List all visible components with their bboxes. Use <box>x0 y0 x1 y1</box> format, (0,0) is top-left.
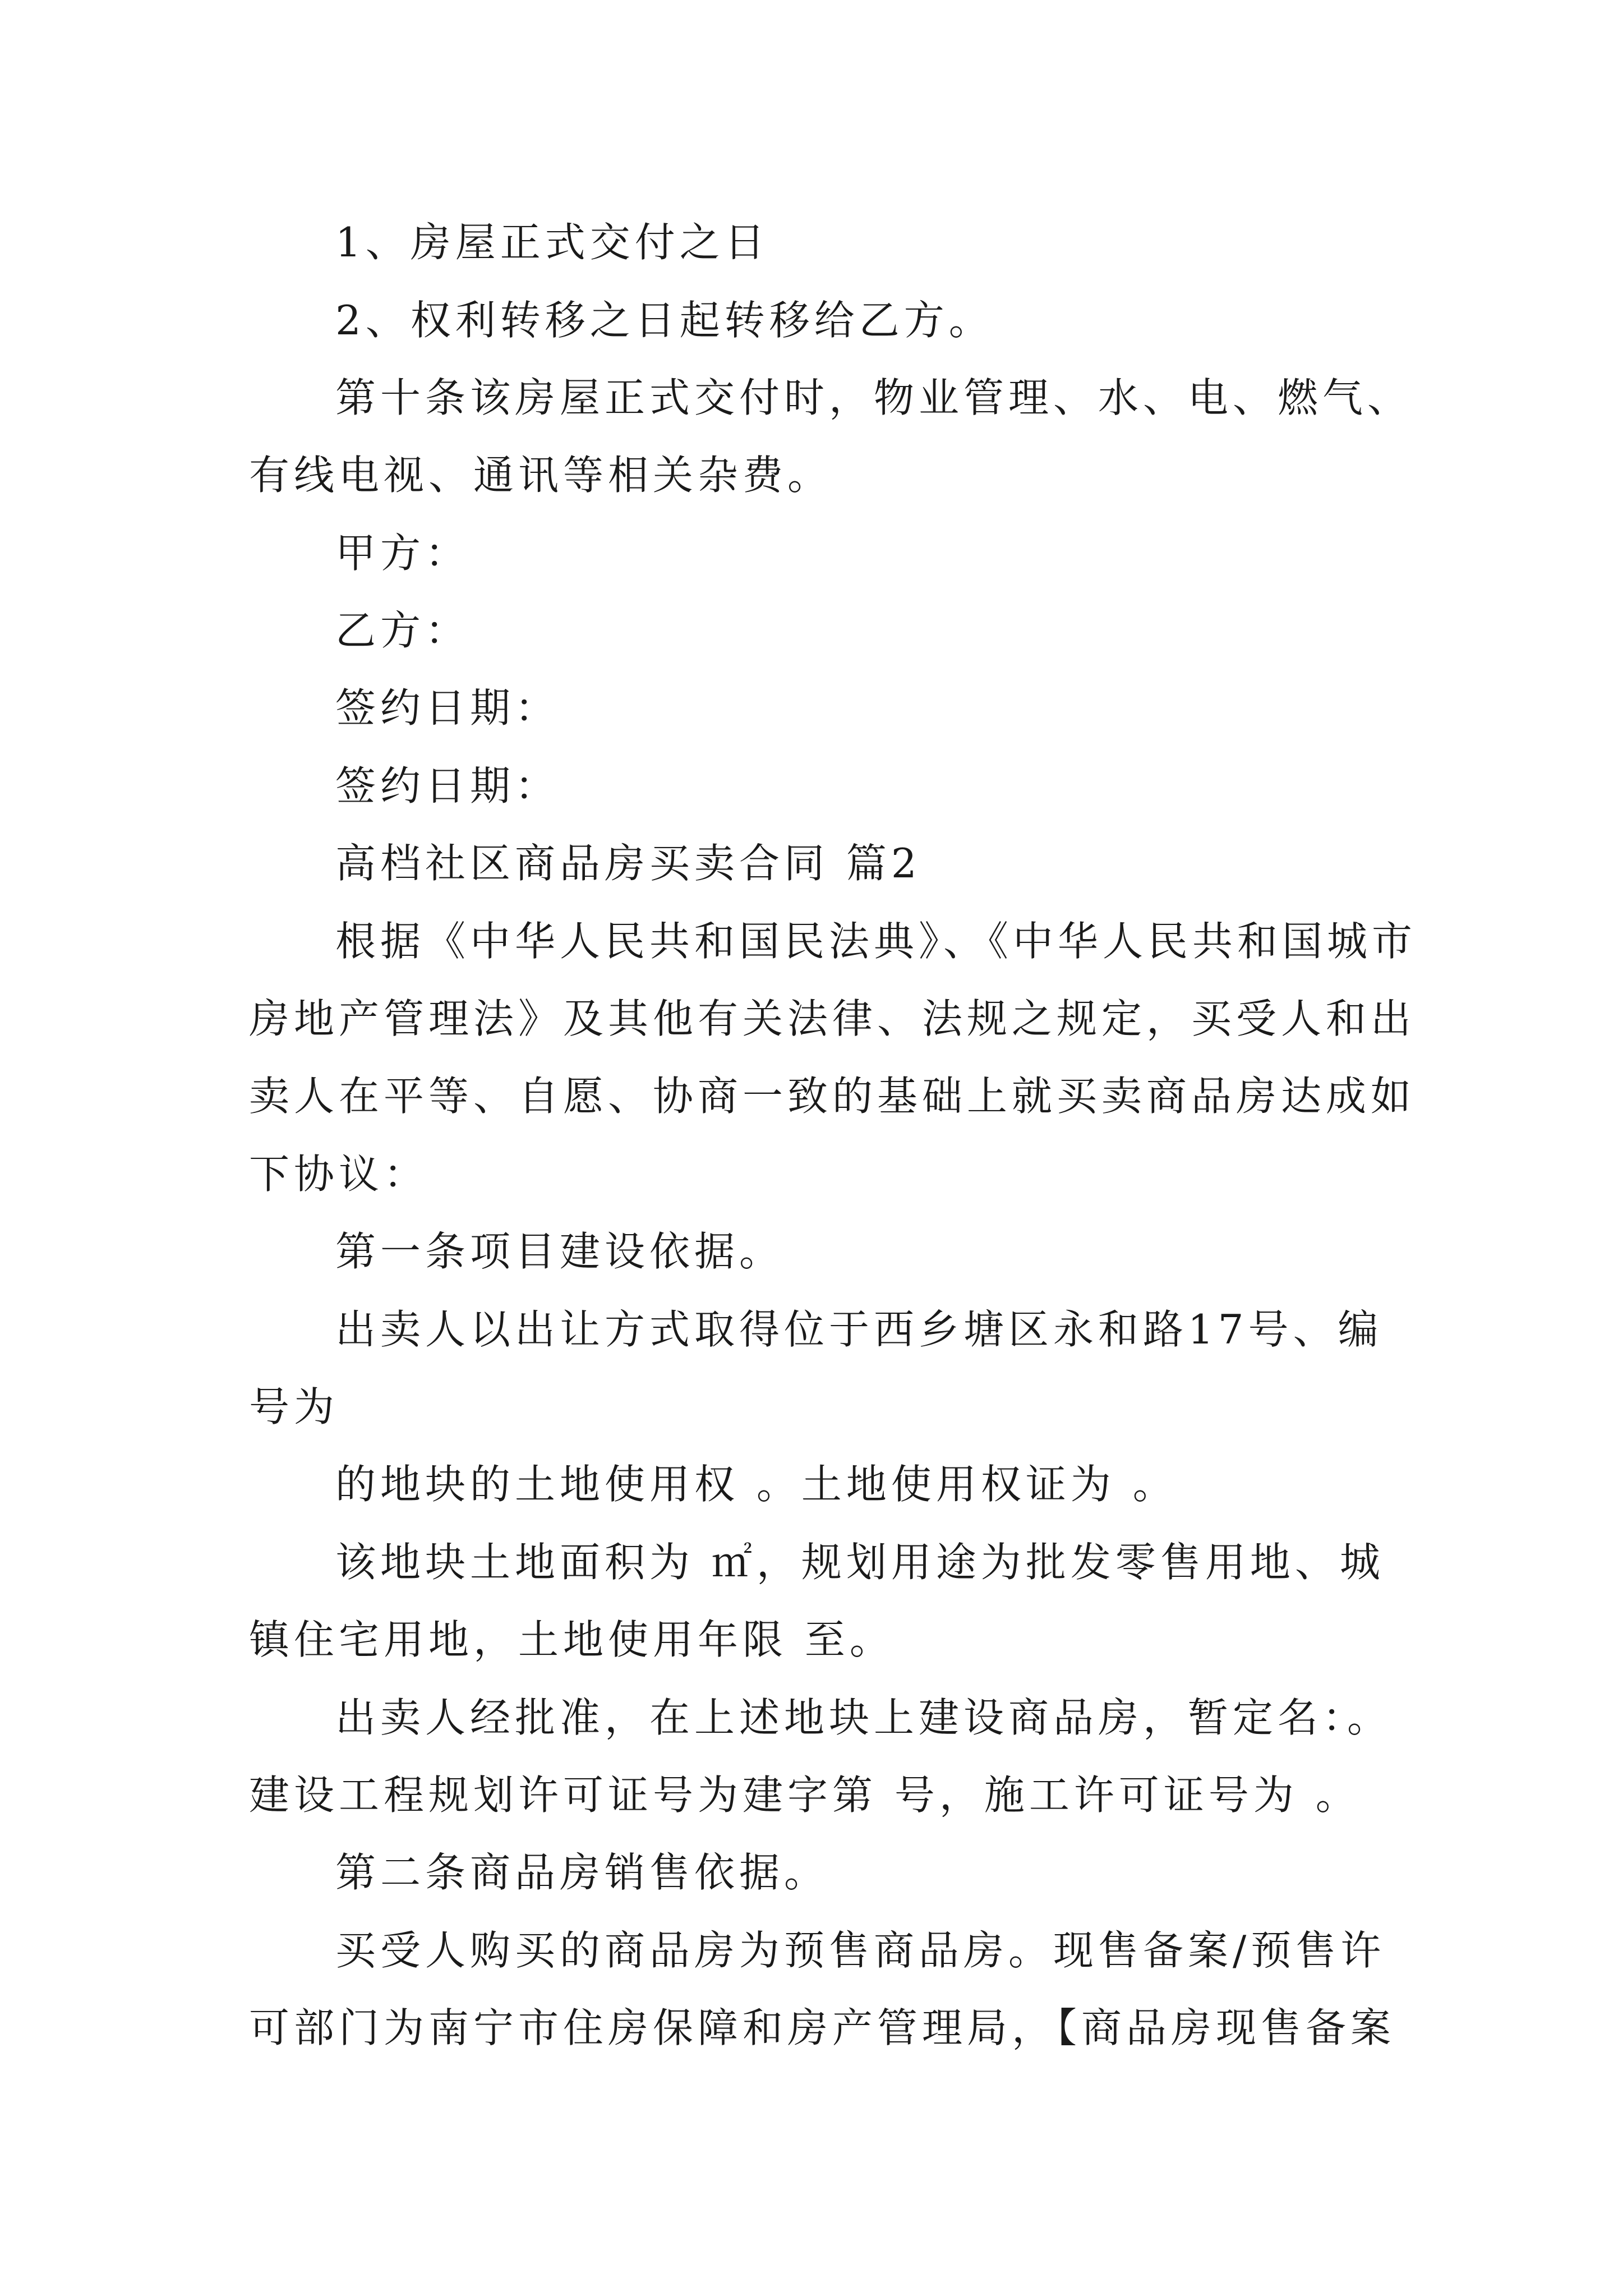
text-line: 建设工程规划许可证号为建字第 号，施工许可证号为 。 <box>249 1772 1361 1819</box>
text-line: 乙方： <box>335 607 471 654</box>
text-line: 号为 <box>249 1383 339 1430</box>
text-line: 房地产管理法》及其他有关法律、法规之规定，买受人和出 <box>249 995 1416 1042</box>
text-line: 卖人在平等、自愿、协商一致的基础上就买卖商品房达成如 <box>249 1073 1416 1120</box>
text-line: 的地块的土地使用权 。土地使用权证为 。 <box>335 1461 1178 1508</box>
text-line: 签约日期： <box>335 762 560 809</box>
text-line: 买受人购买的商品房为预售商品房。现售备案/预售许 <box>335 1927 1386 1974</box>
text-line: 出卖人以出让方式取得位于西乡塘区永和路17号、编 <box>335 1306 1383 1353</box>
text-line: 可部门为南宁市住房保障和房产管理局，【商品房现售备案 <box>249 2004 1396 2051</box>
text-line: 下协议： <box>249 1151 429 1198</box>
text-line: 第一条项目建设依据。 <box>335 1228 785 1275</box>
text-line: 有线电视、通讯等相关杂费。 <box>249 452 833 499</box>
text-line: 根据《中华人民共和国民法典》、《中华人民共和国城市 <box>335 918 1417 965</box>
text-line: 第十条该房屋正式交付时，物业管理、水、电、燃气、 <box>335 374 1413 421</box>
text-line: 镇住宅用地，土地使用年限 至。 <box>249 1616 895 1663</box>
text-line: 出卖人经批准，在上述地块上建设商品房，暂定名：。 <box>335 1694 1393 1741</box>
text-line: 2、权利转移之日起转移给乙方。 <box>335 297 994 344</box>
text-line: 第二条商品房销售依据。 <box>335 1849 829 1896</box>
text-line: 1、房屋正式交付之日 <box>335 219 769 266</box>
text-line: 该地块土地面积为 ㎡，规划用途为批发零售用地、城 <box>335 1539 1385 1586</box>
text-line: 签约日期： <box>335 684 560 731</box>
text-line: 甲方： <box>335 530 471 577</box>
section-heading: 高档社区商品房买卖合同 篇2 <box>335 840 921 887</box>
